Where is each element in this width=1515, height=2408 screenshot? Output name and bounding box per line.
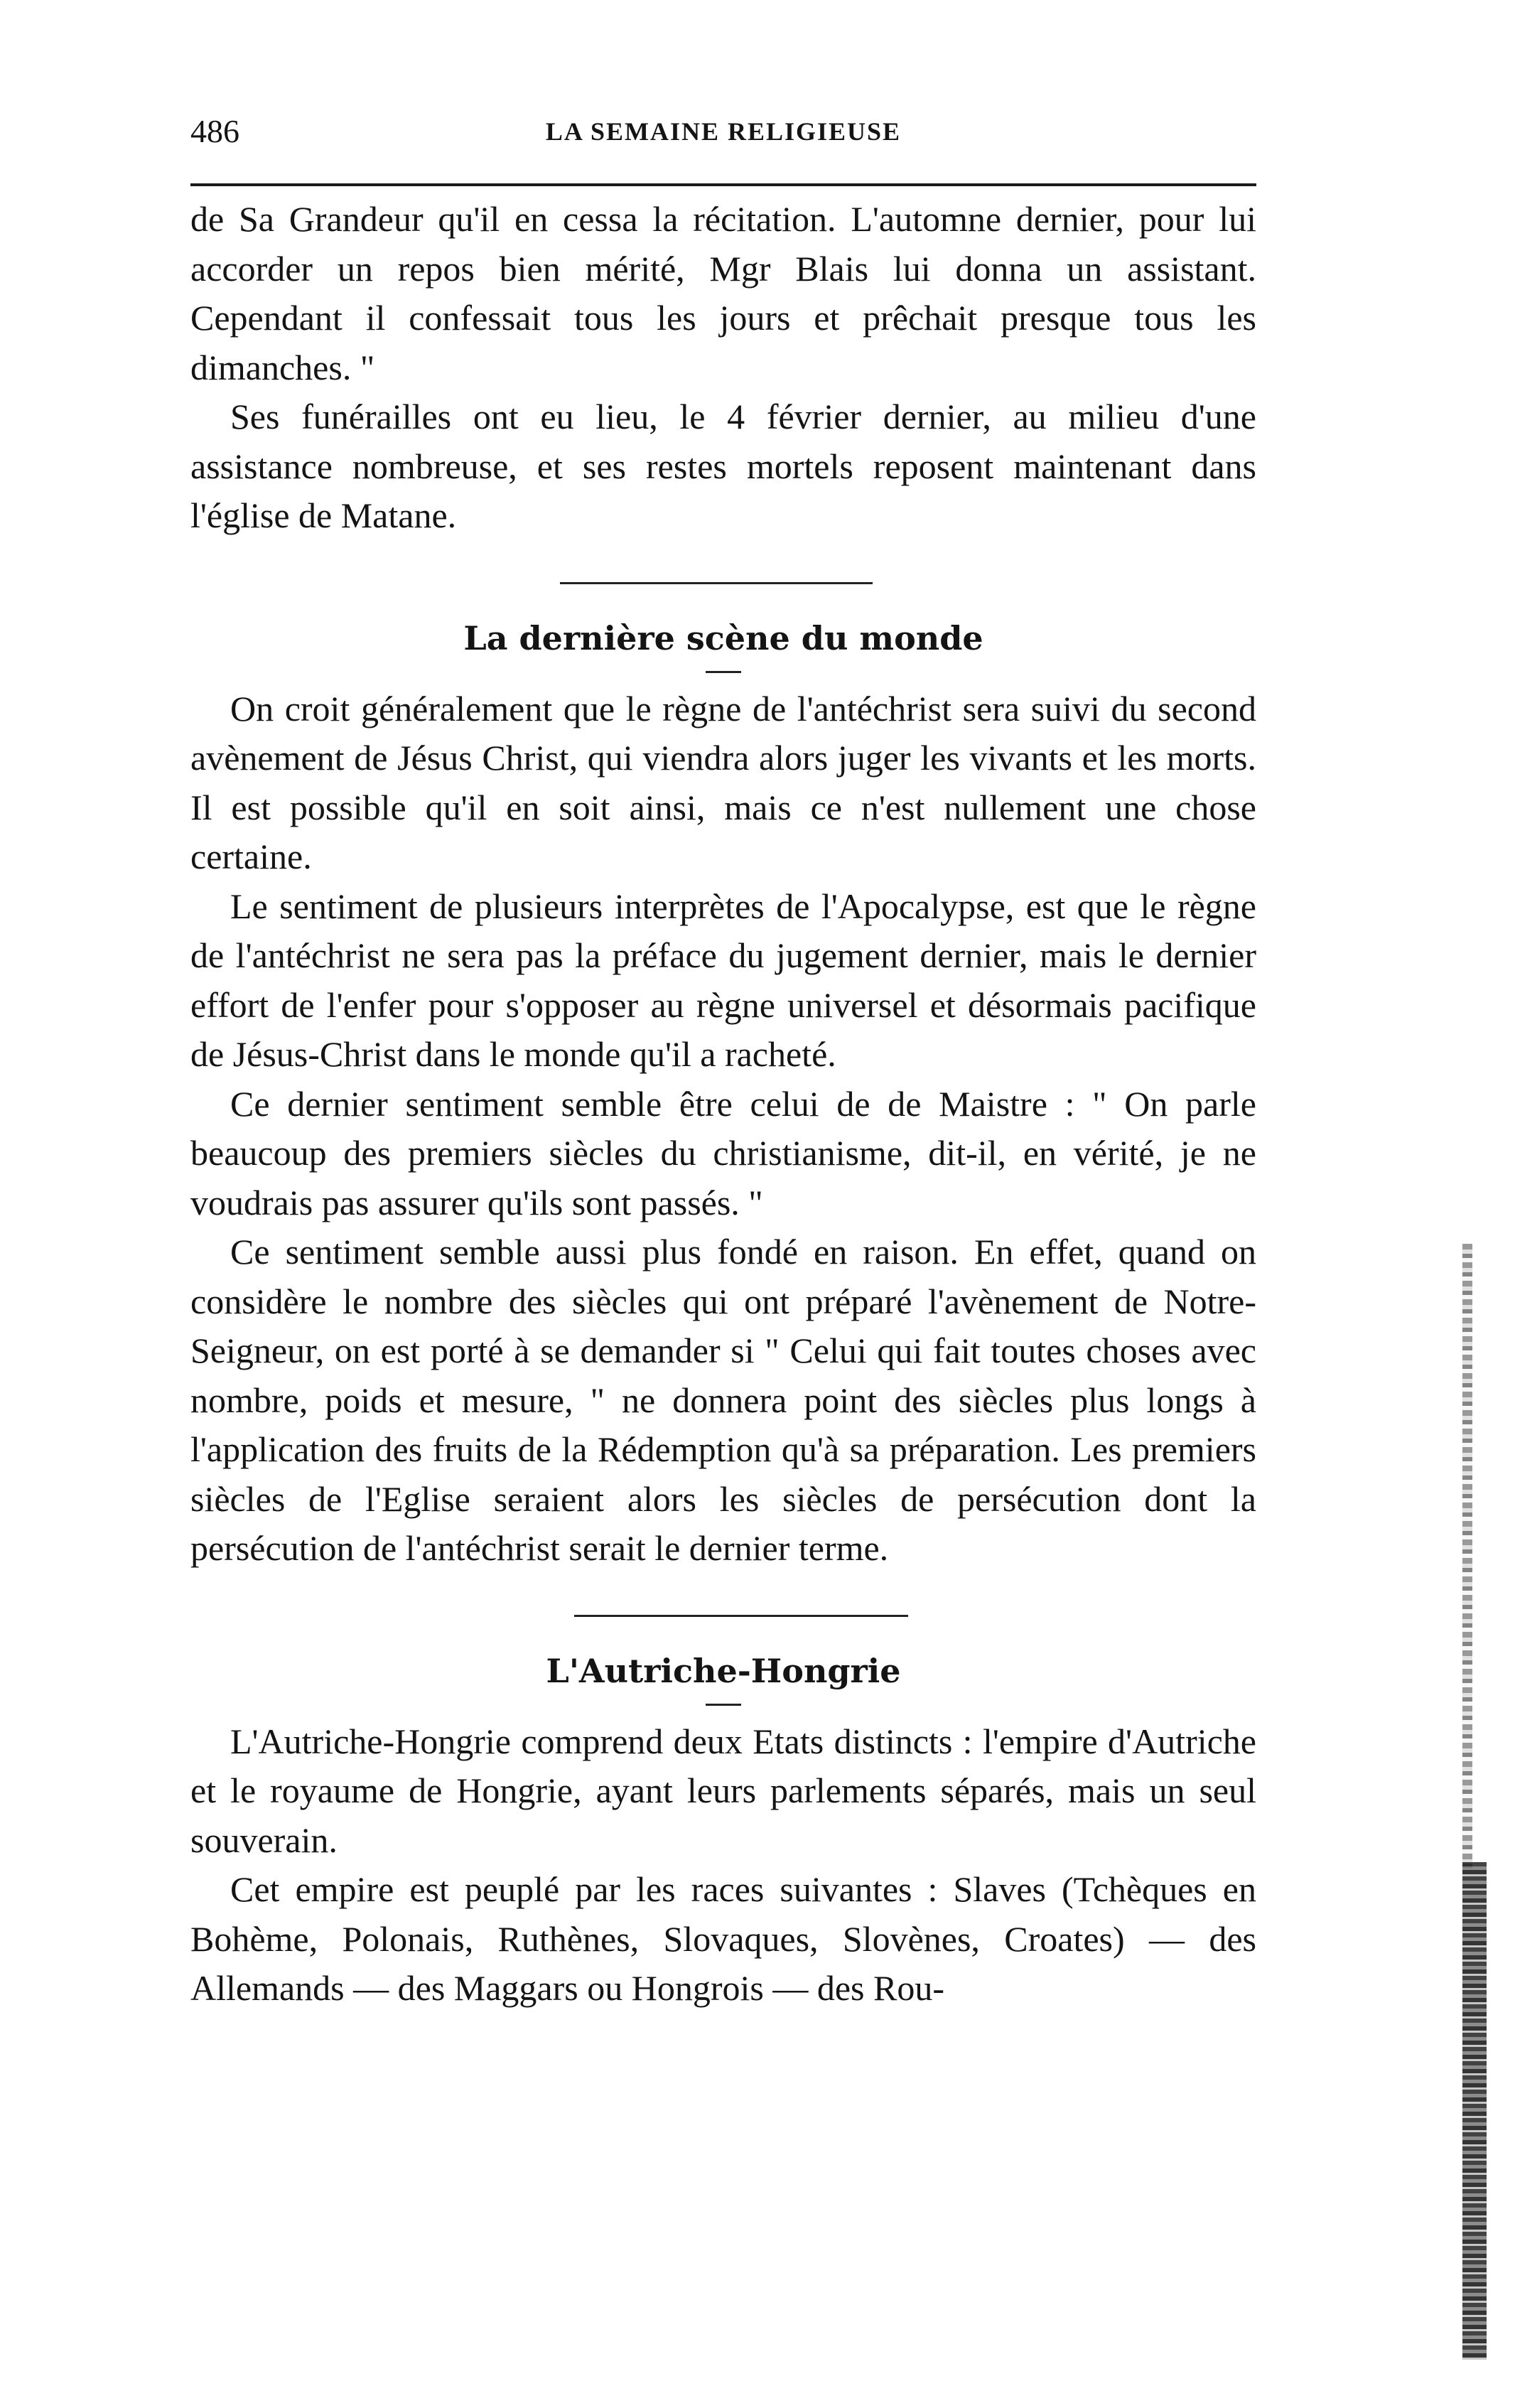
intro-text bbox=[190, 195, 1256, 541]
section1-paragraph: Le sentiment de plusieurs interprètes de l'Apocalypse, est que le règne de l'antéchrist ne sera pas la préface du jugement dernier, mais le dernier effort de l'enfer pour s'opposer au règne universel et désormais pacifique de Jésus-Christ dans le monde qu'il a racheté. bbox=[190, 886, 1256, 1074]
section-separator bbox=[574, 1615, 908, 1617]
scan-page-edge bbox=[1462, 1862, 1487, 2360]
title-dash bbox=[706, 1704, 741, 1706]
running-title: LA SEMAINE RELIGIEUSE bbox=[545, 117, 902, 146]
page-number: 486 bbox=[190, 113, 239, 149]
intro-paragraph: Ses funérailles ont eu lieu, le 4 février dernier, au milieu d'une assistance nombreuse, et ses restes mortels reposent maintenant dans l'église de Matane. bbox=[190, 397, 1256, 535]
section-separator bbox=[560, 582, 873, 584]
scan-page-edge bbox=[1462, 1244, 1472, 1869]
title-dash bbox=[706, 671, 741, 673]
section1-paragraph: Ce dernier sentiment semble être celui de de Maistre : " On parle beaucoup des premiers siècles du christianisme, dit-il, en vérité, je ne voudrais pas assurer qu'ils sont passés. " bbox=[190, 1083, 1256, 1222]
section1-text bbox=[190, 684, 1256, 1574]
section1-paragraph: Ce sentiment semble aussi plus fondé en raison. En effet, quand on considère le nombre des siècles qui ont préparé l'avènement de Notre-Seigneur, on est porté à se demander si " Celui qui fait toutes choses avec nombre, poids et mesure, " ne donnera point des siècles plus longs à l'application des fruits de la Rédemption qu'à sa préparation. Les premiers siècles de l'Eglise seraient alors les siècles de persécution dont la persécution de l'antéchrist serait le dernier terme. bbox=[190, 1232, 1256, 1568]
section2-paragraph: L'Autriche-Hongrie comprend deux Etats distincts : l'empire d'Autriche et le royaume de Hongrie, ayant leurs parlements séparés, mais un seul souverain. bbox=[190, 1721, 1256, 1860]
running-head bbox=[190, 107, 1256, 156]
section2-paragraph: Cet empire est peuplé par les races suivantes : Slaves (Tchèques en Bohème, Polonais, Ruthènes, Slovaques, Slovènes, Croates) — des Allemands — des Maggars ou Hongrois — des Rou- bbox=[190, 1869, 1256, 2008]
section2-text bbox=[190, 1717, 1256, 2014]
header-rule bbox=[190, 183, 1256, 186]
section1-paragraph: On croit généralement que le règne de l'antéchrist sera suivi du second avènement de Jésus Christ, qui viendra alors juger les vivants et les morts. Il est possible qu'il en soit ainsi, mais ce n'est nullement une chose certaine. bbox=[190, 688, 1256, 876]
section-title-derniere-scene: La dernière scène du monde bbox=[463, 618, 983, 657]
section-title-autriche-hongrie: L'Autriche-Hongrie bbox=[546, 1651, 901, 1690]
page bbox=[190, 107, 1256, 2014]
intro-paragraph: de Sa Grandeur qu'il en cessa la récitation. L'automne dernier, pour lui accorder un repos bien mérité, Mgr Blais lui donna un assistant. Cependant il confessait tous les jours et prêchait presque tous les dimanches. " bbox=[190, 199, 1256, 387]
